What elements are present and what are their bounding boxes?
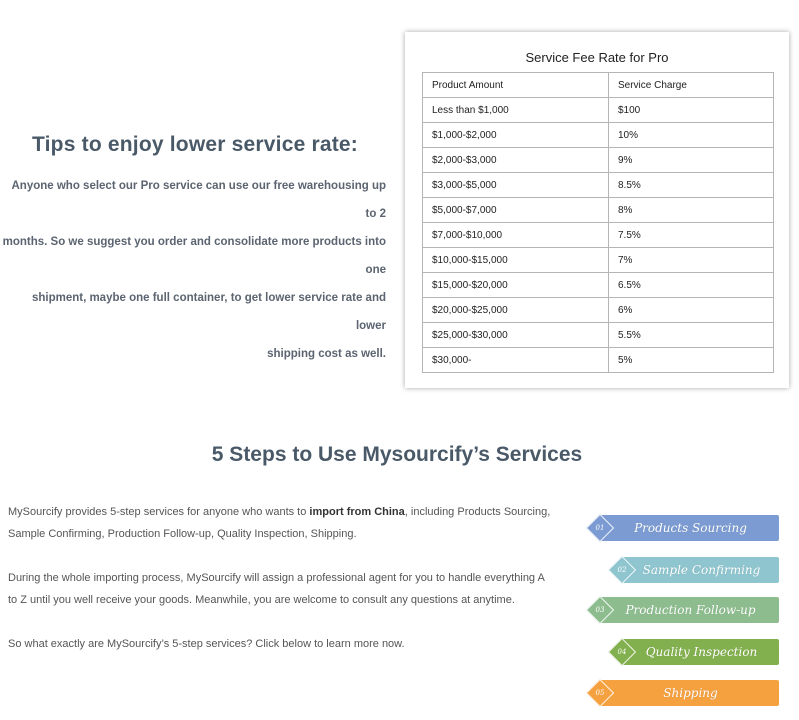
cta-paragraph xyxy=(8,633,568,655)
intro-text: , including Products Sourcing, xyxy=(404,506,551,518)
service-fee-card xyxy=(405,32,789,388)
table-row xyxy=(423,248,774,273)
amount-cell: $25,000-$30,000 xyxy=(423,323,609,348)
charge-cell: 8.5% xyxy=(609,173,774,198)
step-label: Quality Inspection xyxy=(645,645,758,659)
step-number: 04 xyxy=(617,648,627,656)
intro-text: Sample Confirming, Production Follow-up, Quality Inspection, Shipping. xyxy=(8,528,357,540)
step-label: Shipping xyxy=(663,686,718,700)
step-label: Production Follow-up xyxy=(625,603,756,617)
amount-cell: $20,000-$25,000 xyxy=(423,298,609,323)
charge-cell: 8% xyxy=(609,198,774,223)
charge-cell: 5.5% xyxy=(609,323,774,348)
step-number: 03 xyxy=(595,606,605,614)
table-row xyxy=(423,223,774,248)
service-fee-table xyxy=(422,72,774,373)
table-row xyxy=(423,348,774,373)
step-production-follow-up-button[interactable] xyxy=(588,597,779,623)
agent-text: to Z until you well receive your goods. Meanwhile, you are welcome to consult any questions at anytime. xyxy=(8,594,515,606)
tips-line: shipping cost as well. xyxy=(267,348,386,360)
step-label: Sample Confirming xyxy=(642,563,761,577)
tips-line: Anyone who select our Pro service can use our free warehousing up to 2 xyxy=(11,180,386,220)
amount-cell: $3,000-$5,000 xyxy=(423,173,609,198)
amount-cell: $5,000-$7,000 xyxy=(423,198,609,223)
step-products-sourcing-button[interactable] xyxy=(588,515,779,541)
table-row xyxy=(423,298,774,323)
tips-line: months. So we suggest you order and consolidate more products into one xyxy=(2,236,386,276)
intro-text: MySourcify provides 5-step services for anyone who wants to xyxy=(8,506,310,518)
table-row xyxy=(423,198,774,223)
step-shipping-button[interactable] xyxy=(588,680,779,706)
amount-cell: $10,000-$15,000 xyxy=(423,248,609,273)
charge-cell: 5% xyxy=(609,348,774,373)
table-row xyxy=(423,273,774,298)
charge-cell: $100 xyxy=(609,98,774,123)
step-number: 02 xyxy=(617,566,627,574)
table-row xyxy=(423,323,774,348)
charge-cell: 10% xyxy=(609,123,774,148)
charge-cell: 9% xyxy=(609,148,774,173)
agent-paragraph xyxy=(8,567,568,611)
table-header-row xyxy=(423,73,774,98)
table-row xyxy=(423,148,774,173)
tips-heading: Tips to enjoy lower service rate: xyxy=(32,133,358,156)
amount-cell: $15,000-$20,000 xyxy=(423,273,609,298)
amount-cell: $1,000-$2,000 xyxy=(423,123,609,148)
table-row xyxy=(423,173,774,198)
amount-cell: $7,000-$10,000 xyxy=(423,223,609,248)
column-header: Product Amount xyxy=(423,73,609,98)
charge-cell: 7% xyxy=(609,248,774,273)
amount-cell: $2,000-$3,000 xyxy=(423,148,609,173)
amount-cell: Less than $1,000 xyxy=(423,98,609,123)
step-quality-inspection-button[interactable] xyxy=(610,639,779,665)
step-label: Products Sourcing xyxy=(634,521,747,535)
cta-text: So what exactly are MySourcify’s 5-step services? Click below to learn more now. xyxy=(8,638,405,650)
charge-cell: 6.5% xyxy=(609,273,774,298)
agent-text: During the whole importing process, MySourcify will assign a professional agent for you to handle everything A xyxy=(8,572,545,584)
step-sample-confirming-button[interactable] xyxy=(610,557,779,583)
table-row xyxy=(423,123,774,148)
import-from-china-link[interactable]: import from China xyxy=(309,506,405,518)
tips-paragraph xyxy=(0,172,386,368)
intro-paragraph xyxy=(8,501,568,545)
fee-table-title: Service Fee Rate for Pro xyxy=(525,50,669,65)
amount-cell: $30,000- xyxy=(423,348,609,373)
charge-cell: 7.5% xyxy=(609,223,774,248)
step-number: 01 xyxy=(595,524,605,532)
tips-line: shipment, maybe one full container, to get lower service rate and lower xyxy=(31,292,386,332)
table-row xyxy=(423,98,774,123)
charge-cell: 6% xyxy=(609,298,774,323)
step-number: 05 xyxy=(595,689,605,697)
steps-heading: 5 Steps to Use Mysourcify’s Services xyxy=(211,443,583,466)
column-header: Service Charge xyxy=(609,73,774,98)
